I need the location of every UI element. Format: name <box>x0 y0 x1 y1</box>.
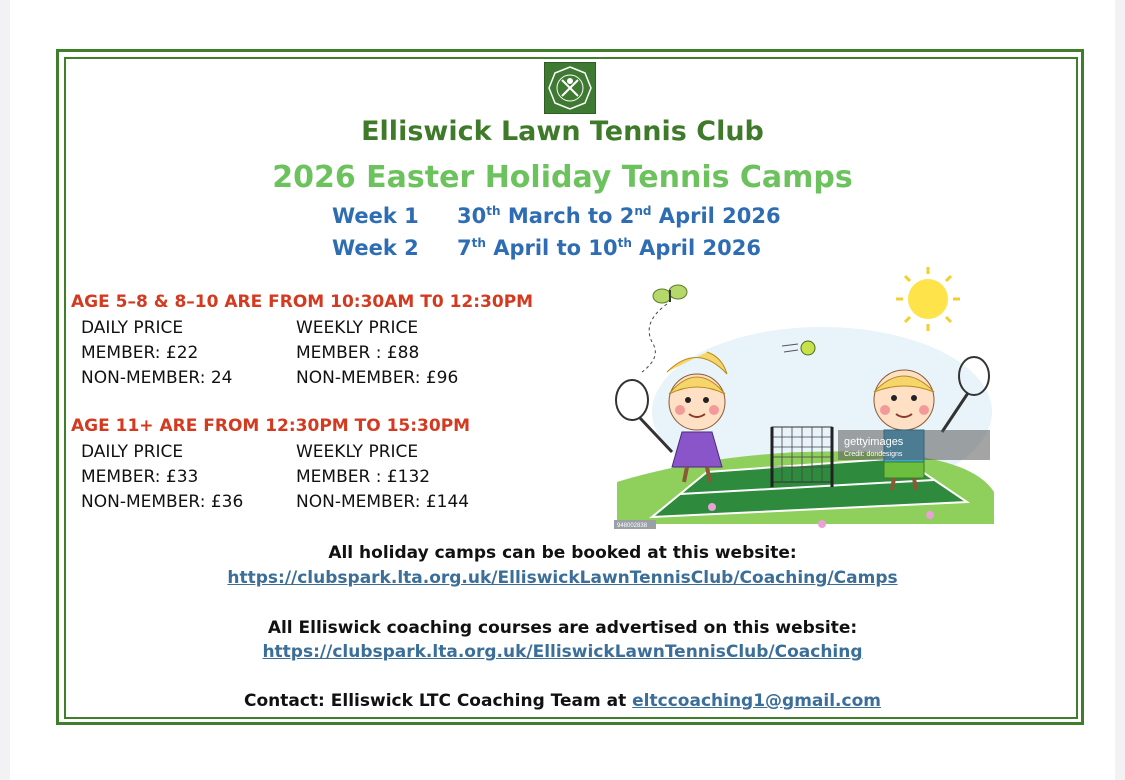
contact-line <box>0 691 1125 711</box>
club-name: Elliswick Lawn Tennis Club <box>361 116 764 147</box>
contact-text: Contact: Elliswick LTC Coaching Team at <box>244 691 633 711</box>
event-title: 2026 Easter Holiday Tennis Camps <box>272 160 853 195</box>
booking-text: All holiday camps can be booked at this website: <box>328 543 797 563</box>
week-2-label: Week 2 <box>332 236 419 260</box>
group-1-weekly-label: WEEKLY PRICE <box>296 318 419 338</box>
group-2-weekly-label: WEEKLY PRICE <box>296 442 419 462</box>
club-logo <box>544 62 596 114</box>
group-1-weekly-nonmember: NON-MEMBER: £96 <box>296 368 459 388</box>
kids-tennis-illustration <box>612 262 997 532</box>
week-1-dates: 30th March to 2nd April 2026 <box>457 204 781 228</box>
age-group-2-heading: AGE 11+ ARE FROM 12:30PM TO 15:30PM <box>71 416 471 436</box>
camps-booking-link[interactable]: https://clubspark.lta.org.uk/ElliswickLawnTennisClub/Coaching/Camps <box>227 568 898 588</box>
watermark-text: gettyimages <box>844 436 904 448</box>
butterfly-icon <box>642 285 687 372</box>
coaching-courses-link[interactable]: https://clubspark.lta.org.uk/ElliswickLawnTennisClub/Coaching <box>262 642 863 662</box>
week-2-dates: 7th April to 10th April 2026 <box>457 236 761 260</box>
group-1-weekly-member: MEMBER : £88 <box>296 343 420 363</box>
week-1-label: Week 1 <box>332 204 419 228</box>
sun-icon <box>896 267 960 331</box>
group-1-daily-label: DAILY PRICE <box>81 318 184 338</box>
group-1-daily-nonmember: NON-MEMBER: 24 <box>81 368 233 388</box>
age-group-1-heading: AGE 5–8 & 8–10 ARE FROM 10:30AM T0 12:30PM <box>71 292 534 312</box>
contact-email-link[interactable]: eltccoaching1@gmail.com <box>632 691 881 711</box>
group-2-daily-label: DAILY PRICE <box>81 442 184 462</box>
stock-id-text: 948002838 <box>617 523 648 529</box>
group-2-weekly-member: MEMBER : £132 <box>296 467 431 487</box>
group-2-daily-member: MEMBER: £33 <box>81 467 199 487</box>
courses-text: All Elliswick coaching courses are advertised on this website: <box>267 618 858 638</box>
group-2-weekly-nonmember: NON-MEMBER: £144 <box>296 492 470 512</box>
credit-text: Credit: dondesigns <box>844 451 903 458</box>
group-2-daily-nonmember: NON-MEMBER: £36 <box>81 492 244 512</box>
group-1-daily-member: MEMBER: £22 <box>81 343 199 363</box>
